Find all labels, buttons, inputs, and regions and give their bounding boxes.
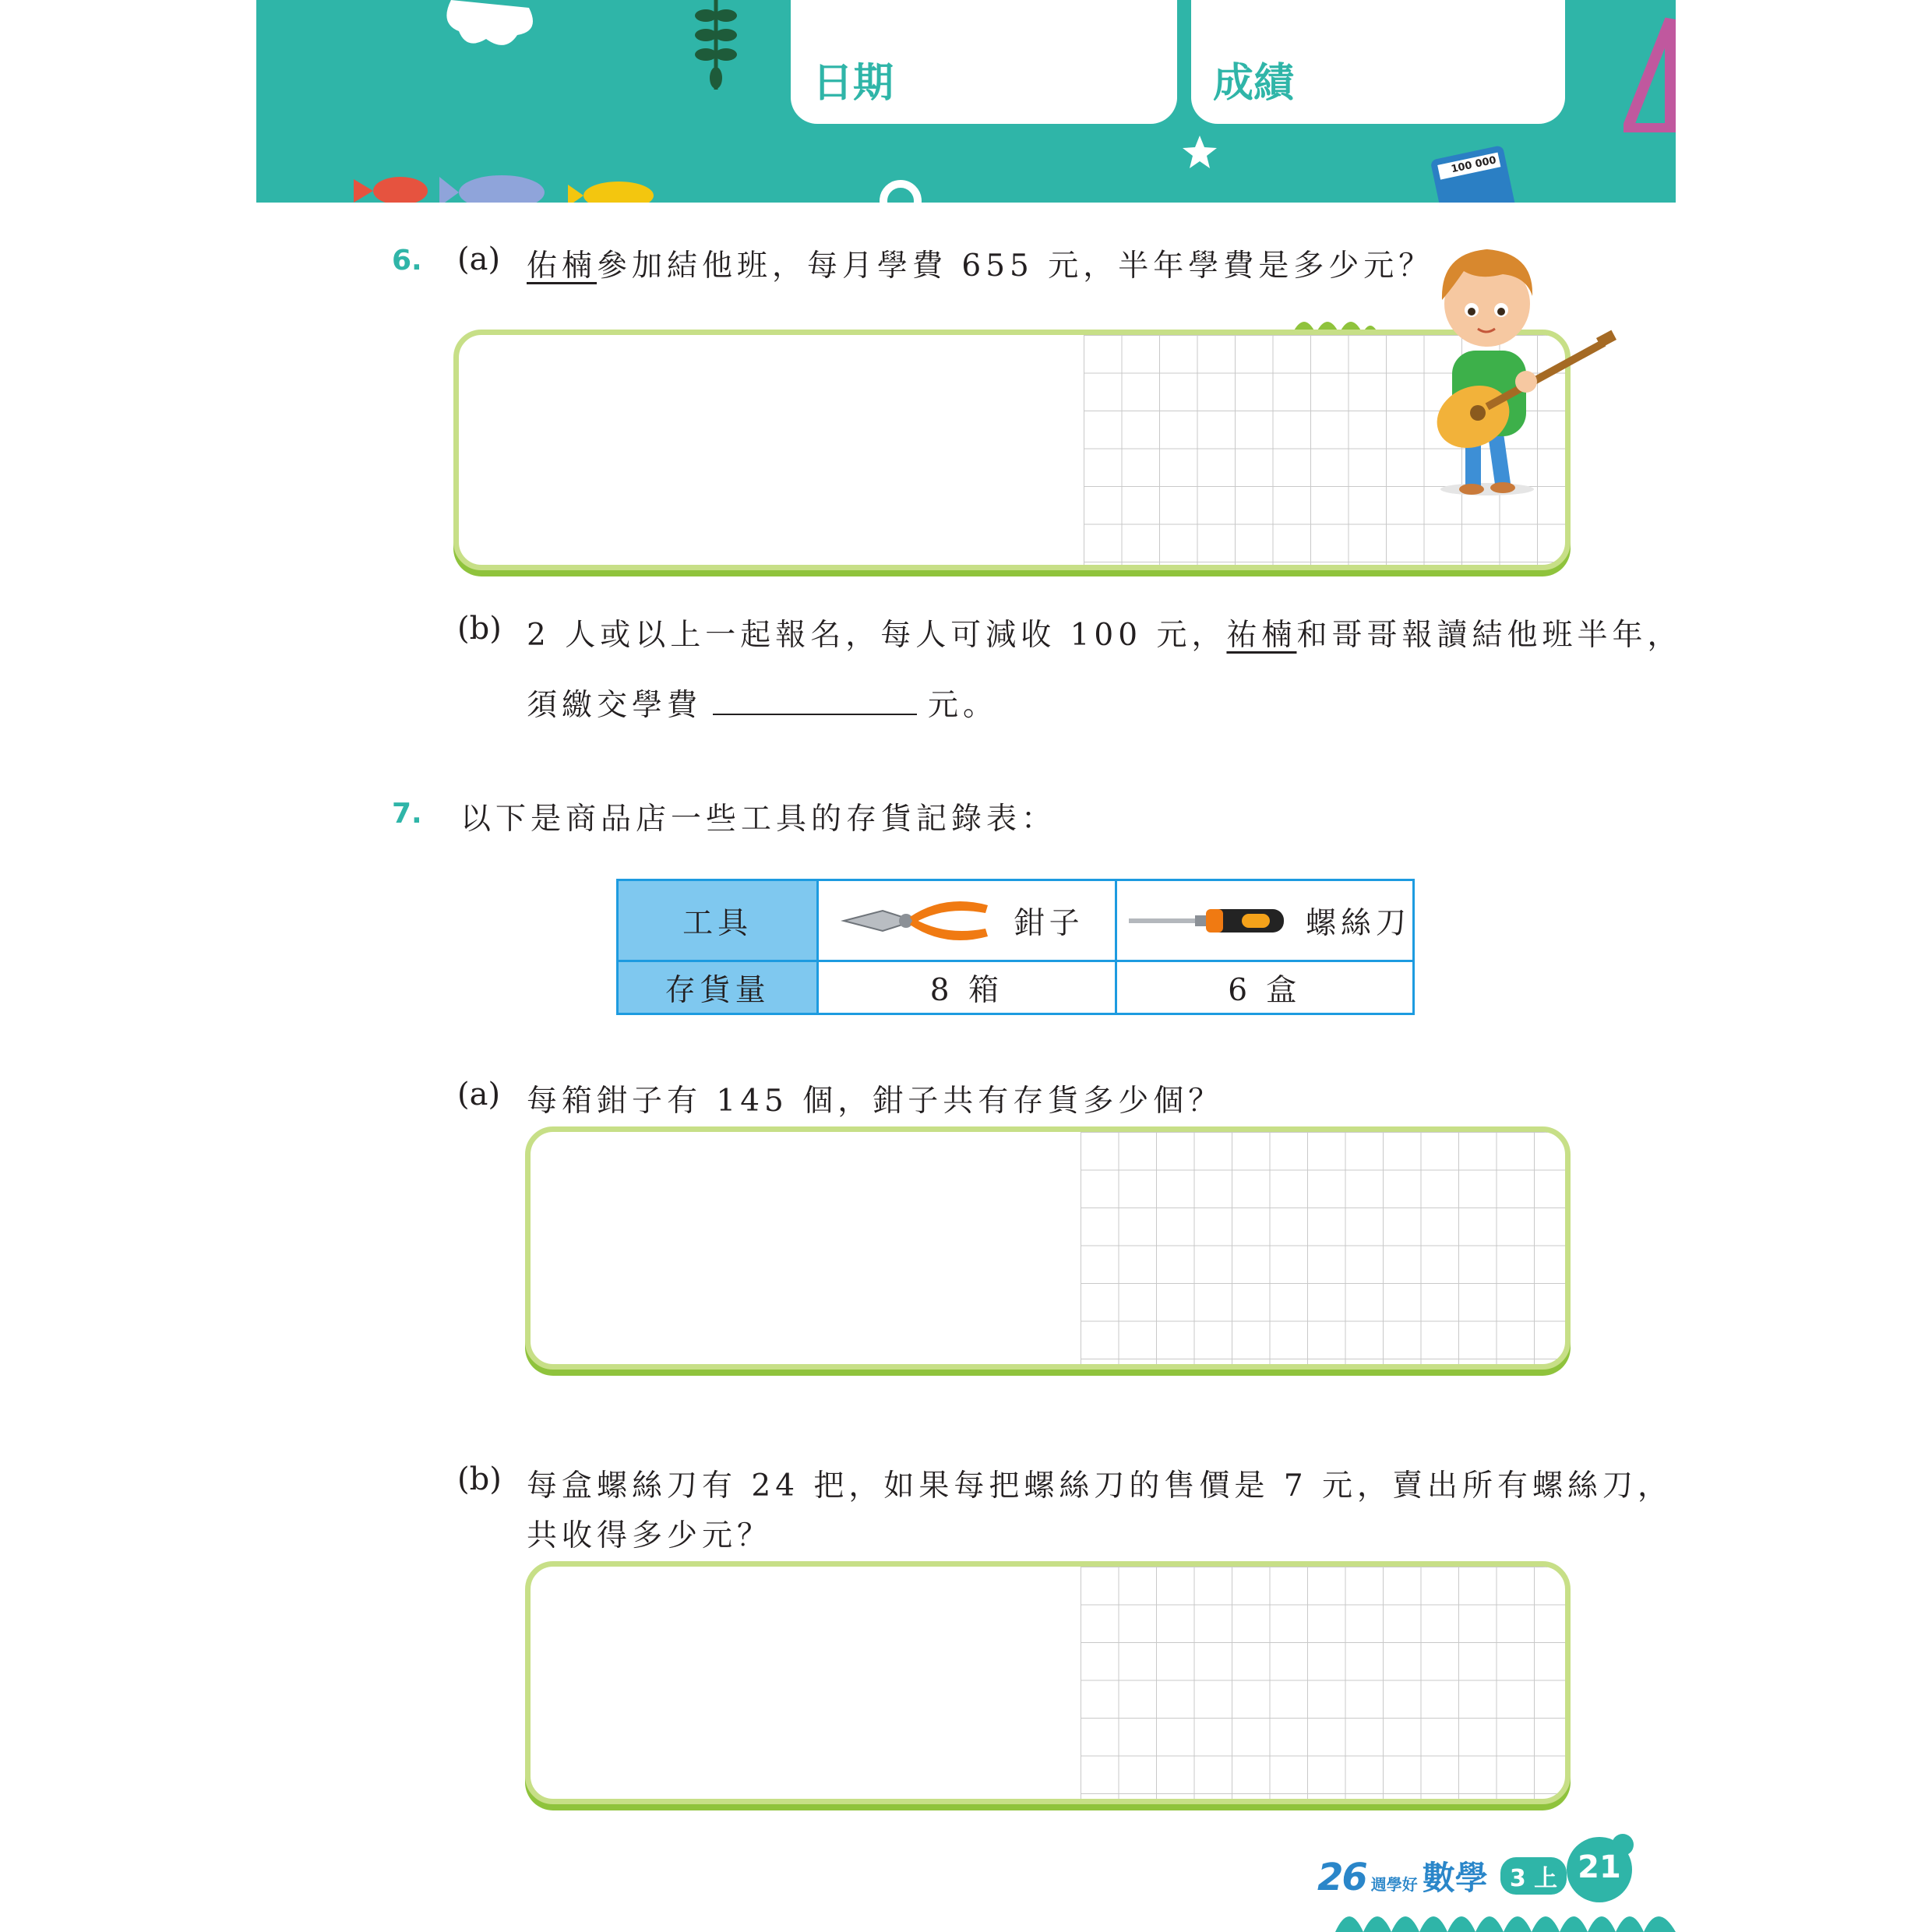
q6b-line2-pre: 須繳交學費 — [527, 688, 703, 723]
q6b-line2 — [527, 681, 998, 724]
pliers-icon — [836, 894, 992, 948]
boy-guitar-illustration — [1417, 234, 1620, 499]
q7b-line1: 每盒螺絲刀有 24 把，如果每把螺絲刀的售價是 7 元，賣出所有螺絲刀， — [527, 1468, 1673, 1504]
q7b-line2: 共收得多少元？ — [527, 1518, 773, 1553]
cloud-decoration — [435, 0, 545, 55]
stock-table — [616, 879, 1415, 1015]
q7a-label: (a) — [457, 1077, 501, 1112]
score-label: 成績 — [1213, 60, 1295, 107]
tool1-quantity: 8 箱 — [818, 961, 1116, 1014]
q6a-question — [527, 242, 1433, 285]
question-6-number: 6. — [392, 245, 422, 277]
q7a-working-grid — [1081, 1132, 1565, 1364]
q6b-label: (b) — [457, 611, 502, 647]
q6b-line1-pre: 2 人或以上一起報名，每人可減收 100 元， — [527, 618, 1227, 653]
table-cell-pliers — [818, 880, 1116, 961]
screwdriver-icon — [1125, 901, 1289, 940]
tool2-quantity: 6 盒 — [1116, 961, 1413, 1014]
leaf-branch-decoration — [689, 0, 743, 93]
calculator-display: 100 000 — [1437, 153, 1500, 180]
q6b-answer-blank[interactable] — [713, 687, 917, 715]
q7a-question: 每箱鉗子有 145 個，鉗子共有存貨多少個？ — [527, 1084, 1224, 1119]
q6b-line2-post: 元。 — [928, 688, 999, 723]
date-box[interactable] — [791, 0, 1177, 124]
q6b-name: 祐楠 — [1226, 618, 1297, 653]
q6b-line1 — [527, 611, 1682, 654]
logo-weeks: 26 — [1317, 1856, 1366, 1899]
score-box[interactable] — [1191, 0, 1565, 124]
q6a-label: (a) — [457, 242, 501, 277]
logo-series: 週學好 — [1370, 1875, 1418, 1894]
table-header-stock: 存貨量 — [618, 961, 818, 1014]
q7a-answer-box[interactable] — [525, 1126, 1571, 1370]
question-7-number: 7. — [392, 798, 422, 830]
q7b-label: (b) — [457, 1461, 502, 1497]
calculator-icon — [1430, 145, 1518, 203]
series-logo — [1317, 1853, 1567, 1899]
date-label: 日期 — [813, 60, 894, 107]
table-cell-screwdriver — [1116, 880, 1413, 961]
logo-subject: 數學 — [1422, 1859, 1488, 1897]
star-decoration — [1182, 134, 1218, 170]
q7-intro: 以下是商品店一些工具的存貨記錄表： — [460, 802, 1057, 837]
q6a-name: 佑楠 — [527, 249, 598, 284]
q6b-line1-post: 和哥哥報讀結他班半年， — [1296, 618, 1683, 653]
q6a-answer-box[interactable] — [453, 330, 1571, 570]
keyhole-decoration — [875, 175, 926, 203]
worksheet-page — [256, 0, 1683, 1932]
tool2-name: 螺絲刀 — [1306, 905, 1412, 941]
triangle-ruler-icon — [1624, 16, 1676, 132]
q7b-answer-box[interactable] — [525, 1561, 1571, 1804]
tool1-name: 鉗子 — [1014, 905, 1084, 941]
grade-badge: 3 上 — [1500, 1857, 1567, 1895]
q7b-working-grid — [1081, 1567, 1565, 1799]
q6a-text: 參加結他班，每月學費 655 元，半年學費是多少元？ — [597, 249, 1434, 284]
page-number: 21 — [1578, 1849, 1621, 1885]
fish-decoration — [354, 167, 696, 203]
footer-wave-decoration — [1335, 1901, 1676, 1932]
header-banner — [256, 0, 1676, 203]
table-header-tool: 工具 — [618, 880, 818, 961]
